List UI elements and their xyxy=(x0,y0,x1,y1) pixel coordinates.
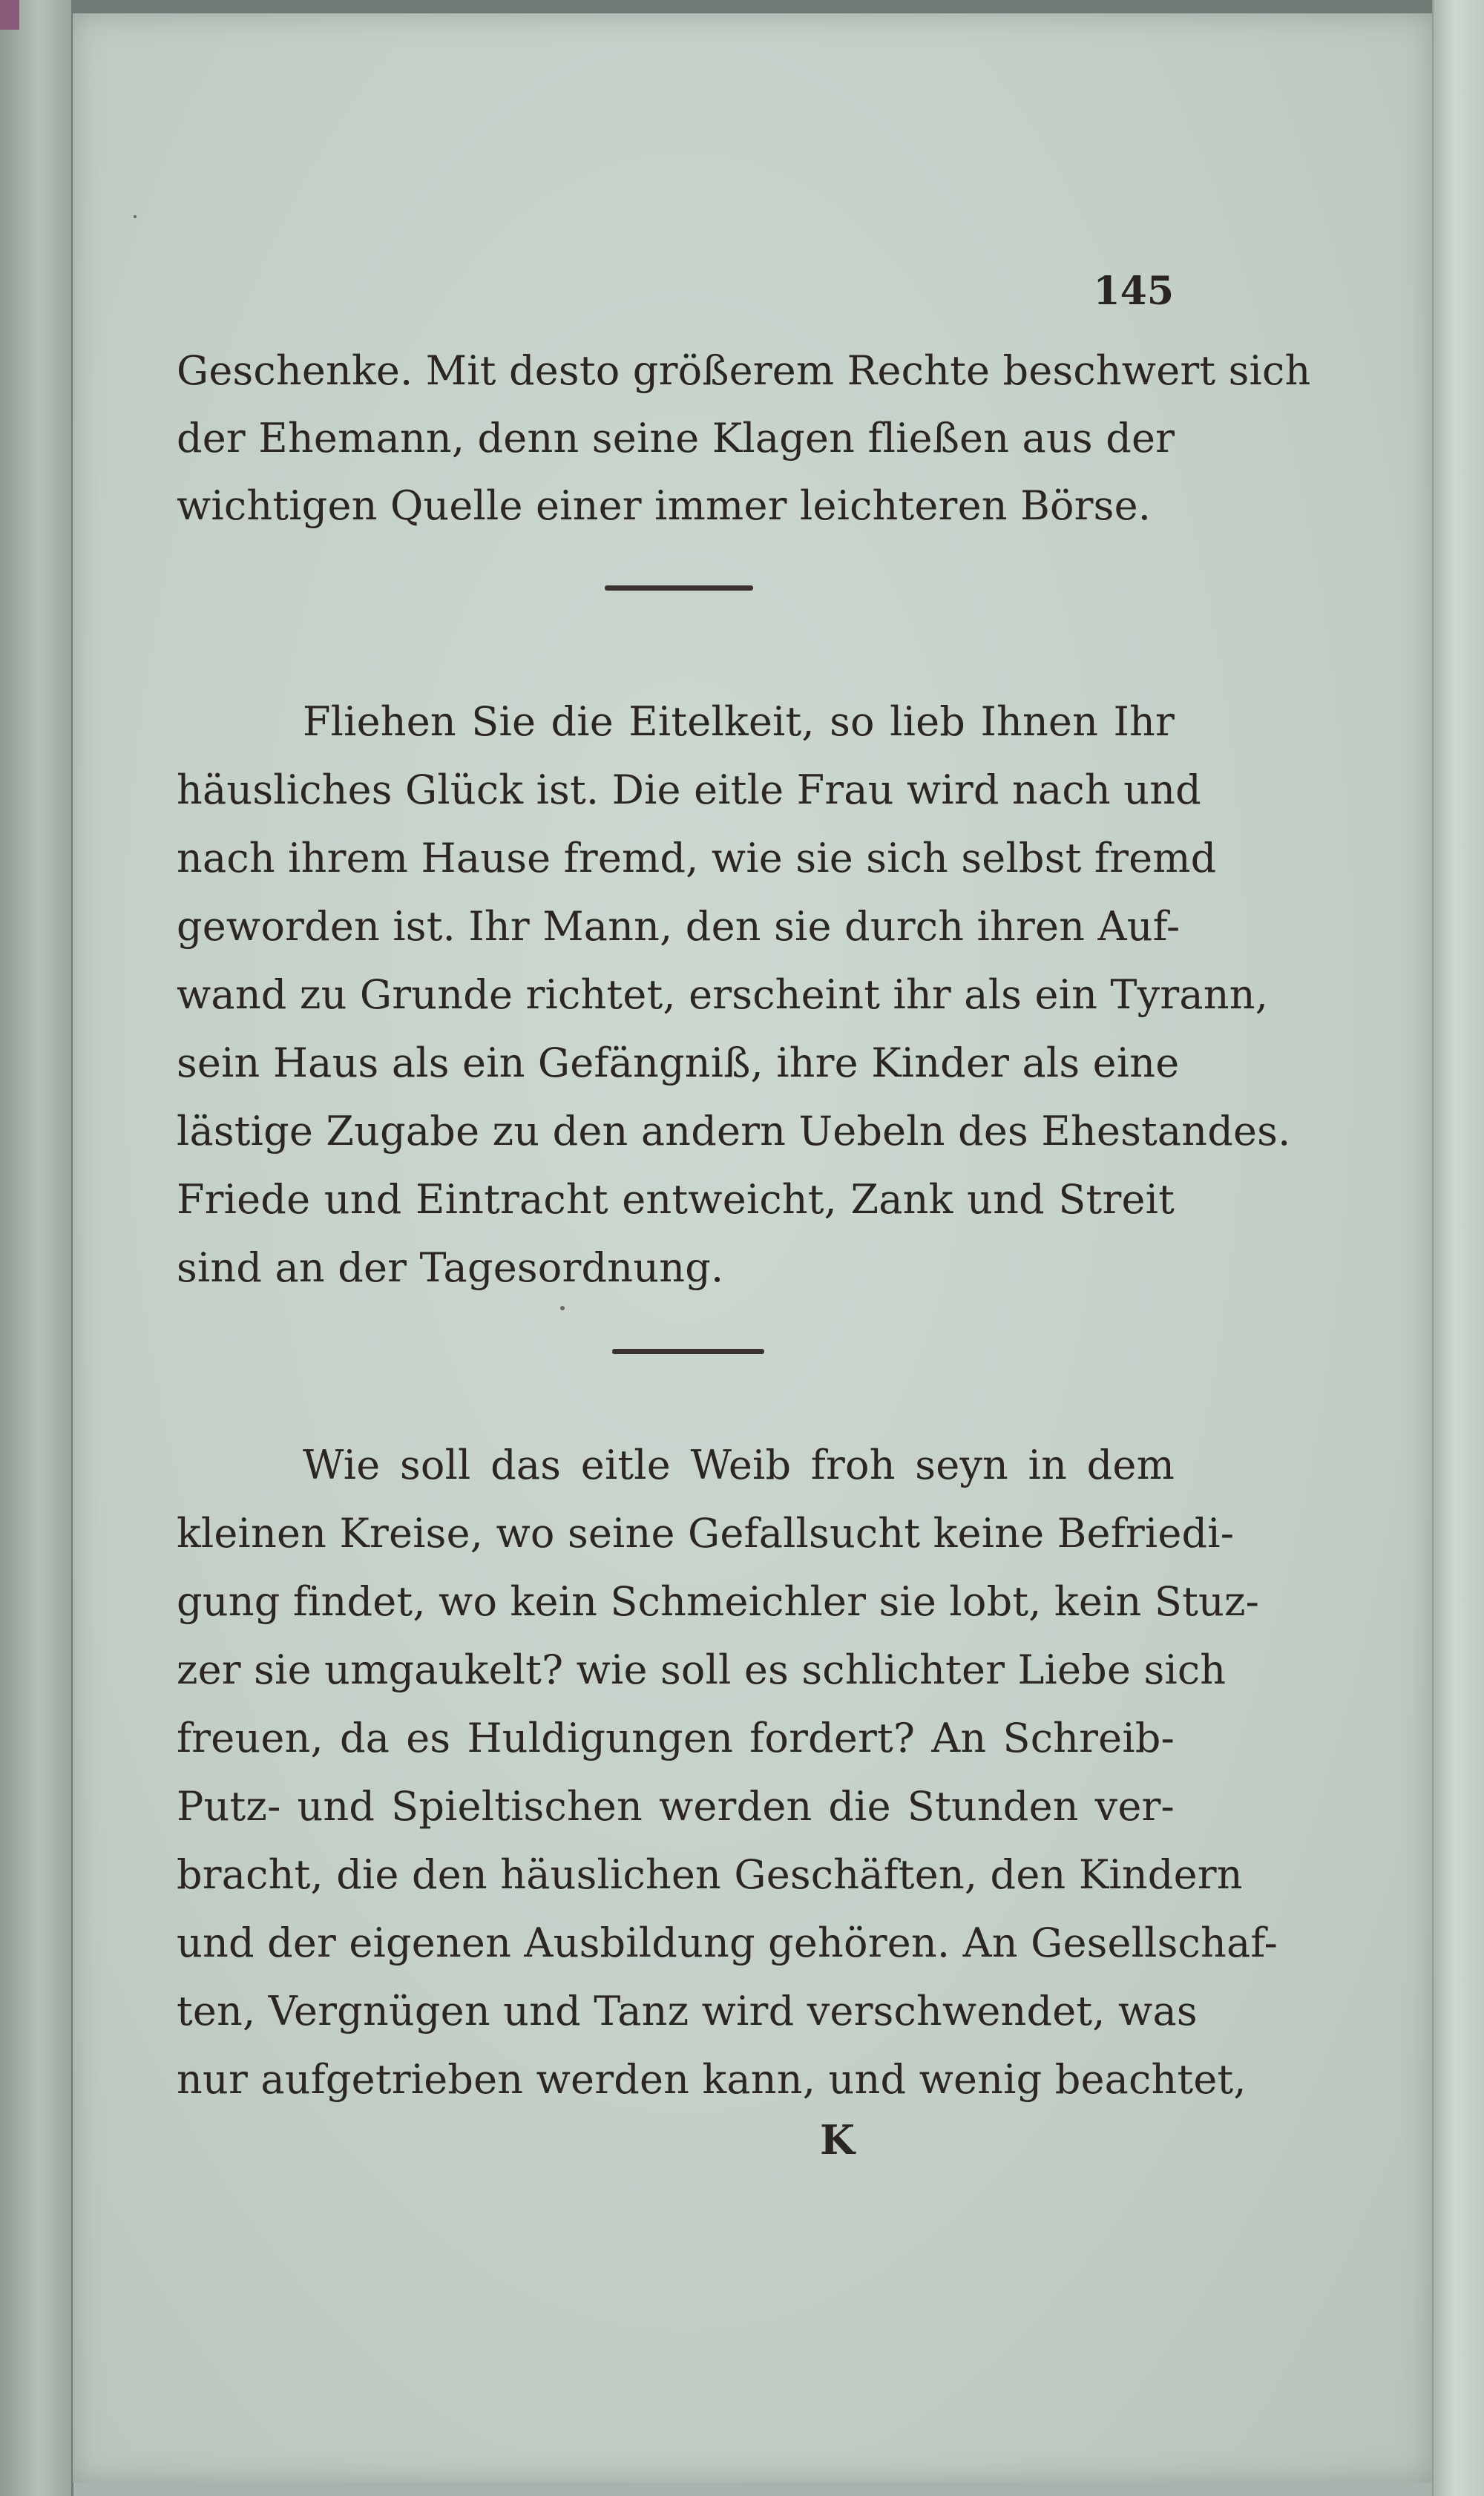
text-line: bracht, die den häuslichen Geschäften, den Kindern xyxy=(177,1851,1243,1898)
text-line: häusliches Glück ist. Die eitle Frau wird nach und xyxy=(177,766,1201,813)
paper-speck xyxy=(134,215,137,218)
text-line: nur aufgetrieben werden kann, und wenig beachtet, xyxy=(177,2056,1247,2103)
text-line: lästige Zugabe zu den andern Uebeln des Ehestandes. xyxy=(177,1108,1291,1155)
text-line: und der eigenen Ausbildung gehören. An Gesellschaf- xyxy=(177,1919,1278,1966)
page-number: 145 xyxy=(1093,269,1174,314)
section-divider xyxy=(612,1349,764,1354)
text-line: wand zu Grunde richtet, erscheint ihr als ein Tyrann, xyxy=(177,971,1269,1018)
text-line: nach ihrem Hause fremd, wie sie sich selbst fremd xyxy=(177,835,1217,881)
text-line: ten, Vergnügen und Tanz wird verschwendet, was xyxy=(177,1988,1198,2034)
section-divider xyxy=(605,585,753,591)
text-line: zer sie umgaukelt? wie soll es schlichter Liebe sich xyxy=(177,1646,1227,1693)
text-line: kleinen Kreise, wo seine Gefallsucht keine Befriedi- xyxy=(177,1510,1235,1557)
text-line: sein Haus als ein Gefängniß, ihre Kinder als eine xyxy=(177,1040,1180,1086)
text-line: sind an der Tagesordnung. xyxy=(177,1244,724,1291)
text-line: der Ehemann, denn seine Klagen fließen aus der xyxy=(177,415,1175,462)
text-line: geworden ist. Ihr Mann, den sie durch ihren Auf- xyxy=(177,903,1181,950)
text-line: freuen, da es Huldigungen fordert? An Schreib- xyxy=(177,1715,1175,1761)
text-line: Wie soll das eitle Weib froh seyn in dem xyxy=(303,1442,1175,1488)
text-line: wichtigen Quelle einer immer leichteren Börse. xyxy=(177,482,1152,529)
right-page-edges xyxy=(1432,0,1484,2496)
paper-speck xyxy=(560,1306,565,1310)
text-line: Putz- und Spieltischen werden die Stunden ver- xyxy=(177,1783,1175,1830)
text-line: Geschenke. Mit desto größerem Rechte beschwert sich xyxy=(177,347,1311,394)
binding-tint xyxy=(0,0,19,30)
catchword: K xyxy=(820,2116,855,2164)
scan-top-edge xyxy=(0,0,1484,13)
text-line: gung findet, wo kein Schmeichler sie lobt, kein Stuz- xyxy=(177,1578,1260,1625)
text-line: Friede und Eintracht entweicht, Zank und Streit xyxy=(177,1176,1175,1223)
text-line: Fliehen Sie die Eitelkeit, so lieb Ihnen Ihr xyxy=(303,698,1175,745)
left-page-edge xyxy=(0,0,73,2496)
